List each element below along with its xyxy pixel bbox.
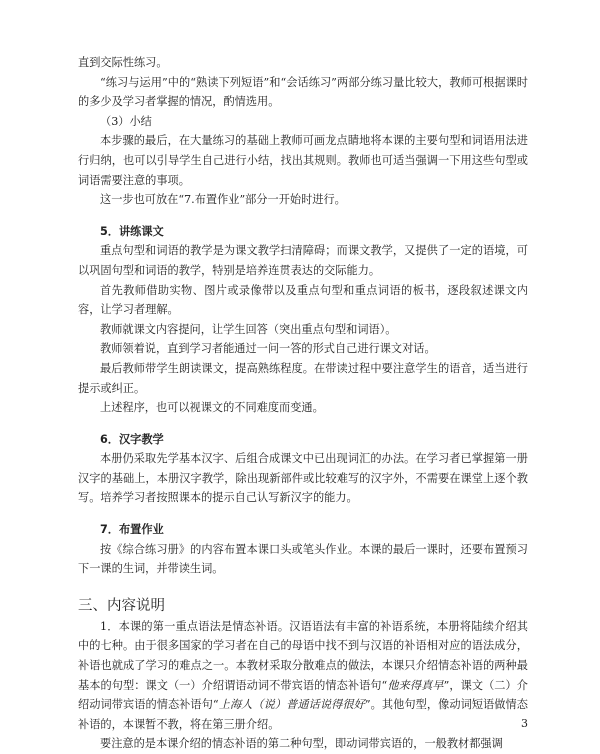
spacer [78,210,528,222]
part3-paragraph-1 [78,617,528,735]
part3-text-a: 1．本课的第一重点语法是情态补语。汉语语法有丰富的补语系统，本册将陆续介绍其中的七种。由于很多国家的学习者在自己的母语中找不到与汉语的补语相对应的语法成分，补语也就成了学习的难点之一。本教材采取分散难点的做法，本课只介绍情态补语的两种最基本的句型：课文（一）介绍谓语动词不带宾语的情态补语句“ [78,619,528,692]
section5-paragraph-4: 教师领着说，直到学习者能通过一问一答的形式自己进行课文对话。 [100,342,436,356]
section6-paragraph-1: 本册仍采取先学基本汉字、后组合成课文中已出现词汇的办法。在学习者已掌握第一册汉字的基础上，本册汉字教学，除出现新部件或比较难写的汉字外，不需要在课堂上逐个教写。培养学习者按照课本的提示自己认写新汉字的能力。 [78,452,528,505]
example-sentence-2: 上海人（说）普通话说得很好 [218,698,365,712]
paragraph-summary: 本步骤的最后，在大量练习的基础上教师可画龙点睛地将本课的主要句型和词语用法进行归纳，也可以引导学生自己进行小结，找出其规则。教师也可适当强调一下用这些句型或词语需要注意的事项。 [78,134,528,187]
spacer [78,418,528,430]
section5-paragraph-1: 重点句型和词语的教学是为课文教学扫清障碍；而课文教学，又提供了一定的语境，可以巩固句型和词语的教学，特别是培养连贯表达的交际能力。 [78,244,528,277]
section-heading-5: 5．讲练课文 [100,224,164,238]
section5-paragraph-5: 最后教师带学生朗读课文，提高熟练程度。在带读过程中要注意学生的语音，适当进行提示或纠正。 [78,361,528,395]
section5-paragraph-6: 上述程序，也可以视课文的不同难度而变通。 [100,401,324,415]
spacer [78,508,528,520]
page-content [78,53,528,754]
section-heading-6: 6．汉字教学 [100,432,164,446]
section5-paragraph-2: 首先教师借助实物、图片或录像带以及重点句型和重点词语的板书，逐段叙述课文内容，让学习者理解。 [78,283,528,317]
example-sentence-1: 他来得真早 [387,678,444,692]
part3-text-c: ”。其他句型，像动词短语做情态补语的，本课暂不教，将在第三册介绍。 [78,698,528,731]
page-number: 3 [521,717,528,730]
section7-paragraph-1: 按《综合练习册》的内容布置本课口头或笔头作业。本课的最后一课时，还要布置预习下一课的生词，并带读生词。 [78,542,528,576]
part-heading-3: 三、内容说明 [78,597,165,614]
paragraph-exercise-note: “练习与运用”中的“熟读下列短语”和“会话练习”两部分练习量比较大，教师可根据课时的多少及学习者掌握的情况，酌情选用。 [78,75,528,109]
paragraph-summary-note: 这一步也可放在“7.布置作业”部分一开始时进行。 [100,193,346,207]
part3-paragraph-2: 要注意的是本课介绍的情态补语的第二种句型，即动词带宾语的，一般教材都强调 [100,737,503,751]
section-heading-7: 7．布置作业 [100,523,164,537]
section5-paragraph-3: 教师就课文内容提问，让学生回答（突出重点句型和词语）。 [100,322,397,336]
spacer [78,579,528,595]
paragraph-continuation: 直到交际性练习。 [78,56,168,69]
part3-text-b: ”，课文（二）介绍动词带宾语的情态补语句“ [78,678,528,712]
subheading-summary: （3）小结 [100,114,152,128]
